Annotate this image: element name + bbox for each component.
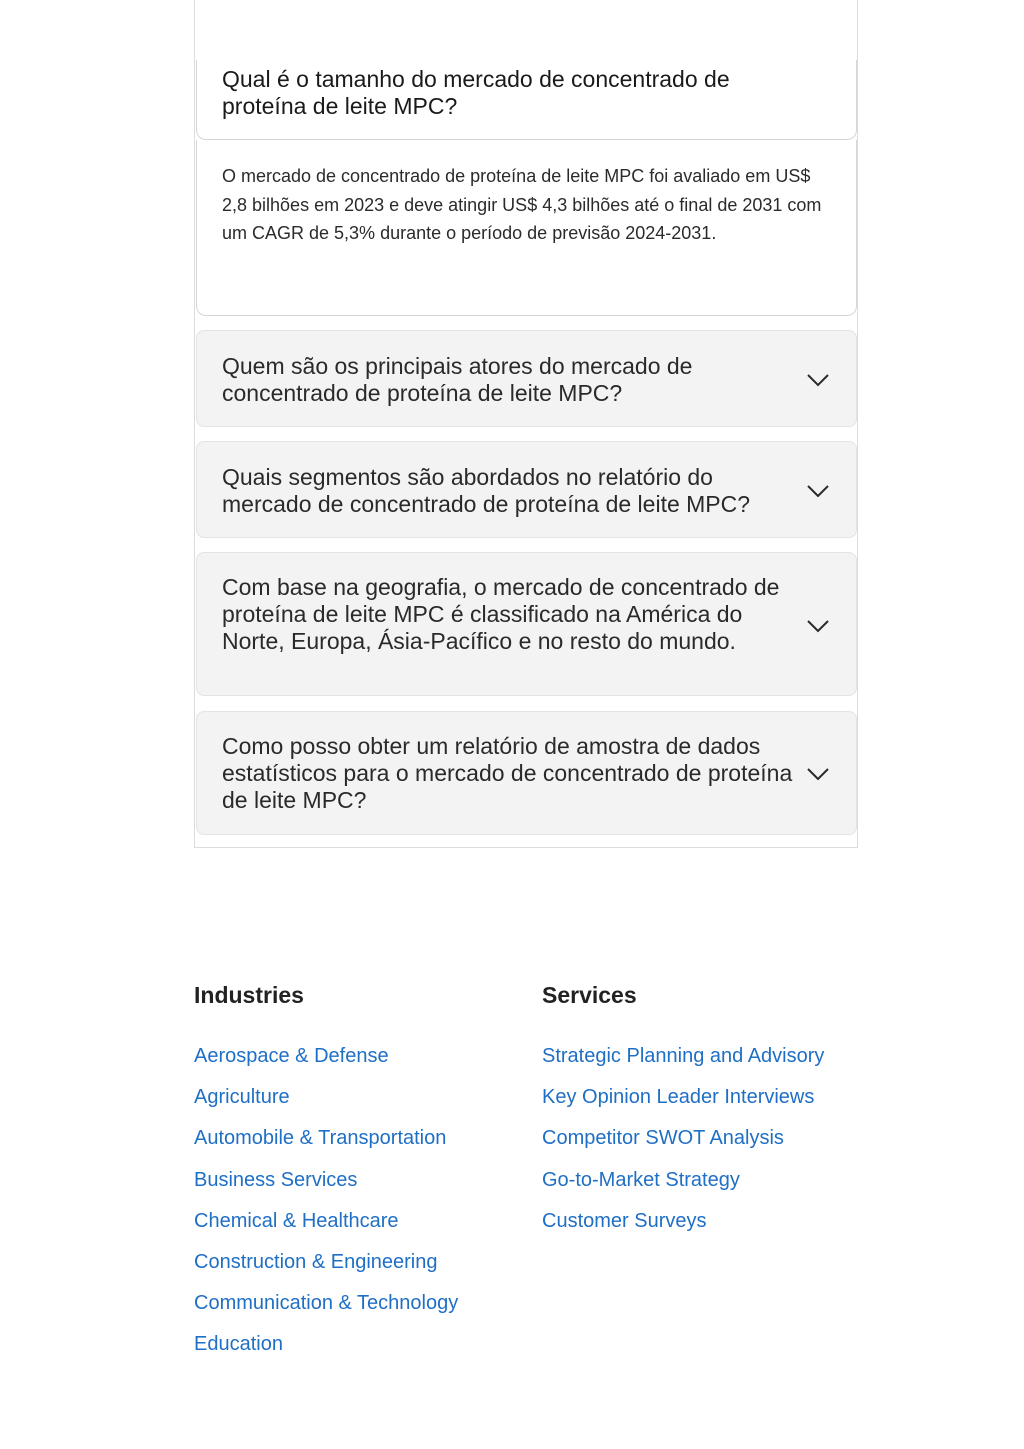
footer-services-title: Services [542, 982, 637, 1008]
chevron-down-icon [806, 484, 830, 498]
faq-answer-text: O mercado de concentrado de proteína de leite MPC foi avaliado em US$ 2,8 bilhões em 2023 e deve atingir US$ 4,3 bilhões até o final de 2031 com um CAGR de 5,3% durante o período de previsão 2024-2031. [222, 166, 822, 243]
footer-link-communication-technology[interactable]: Communication & Technology [194, 1292, 459, 1315]
footer-industries-title: Industries [194, 982, 304, 1008]
chevron-down-icon [806, 767, 830, 781]
footer-link-business-services[interactable]: Business Services [194, 1168, 358, 1191]
footer-link-swot-analysis[interactable]: Competitor SWOT Analysis [542, 1127, 784, 1150]
chevron-down-icon [806, 373, 830, 387]
faq-item[interactable] [196, 441, 857, 538]
footer-industries-list [194, 1042, 554, 1372]
faq-question: Quais segmentos são abordados no relatório do mercado de concentrado de proteína de leite MPC? [222, 464, 751, 517]
footer-link-education[interactable]: Education [194, 1333, 283, 1356]
footer-services [542, 980, 825, 1232]
footer-industries [194, 980, 459, 1356]
footer-link-construction-engineering[interactable]: Construction & Engineering [194, 1250, 438, 1273]
footer-link-kol-interviews[interactable]: Key Opinion Leader Interviews [542, 1086, 815, 1109]
faq-question: Com base na geografia, o mercado de concentrado de proteína de leite MPC é classificado na América do Norte, Europa, Ásia-Pacífico e no resto do mundo. [222, 574, 780, 654]
footer-link-chemical-healthcare[interactable]: Chemical & Healthcare [194, 1209, 399, 1232]
footer-link-aerospace-defense[interactable]: Aerospace & Defense [194, 1045, 389, 1067]
faq-answer-panel [196, 140, 857, 316]
footer-link-go-to-market[interactable]: Go-to-Market Strategy [542, 1168, 740, 1191]
footer-link-strategic-planning[interactable]: Strategic Planning and Advisory [542, 1045, 825, 1067]
faq-item[interactable] [196, 330, 857, 427]
faq-question: Qual é o tamanho do mercado de concentrado de proteína de leite MPC? [222, 66, 730, 119]
faq-item[interactable] [196, 711, 857, 835]
chevron-down-icon [806, 619, 830, 633]
faq-item[interactable] [196, 552, 857, 696]
faq-question: Como posso obter um relatório de amostra de dados estatísticos para o mercado de concentrado de proteína de leite MPC? [222, 733, 793, 813]
footer-link-customer-surveys[interactable]: Customer Surveys [542, 1209, 707, 1232]
faq-item-open-header[interactable] [196, 60, 857, 140]
footer-services-list [542, 1042, 902, 1248]
faq-question: Quem são os principais atores do mercado de concentrado de proteína de leite MPC? [222, 353, 693, 406]
footer-link-agriculture[interactable]: Agriculture [194, 1086, 290, 1109]
footer-link-automobile-transportation[interactable]: Automobile & Transportation [194, 1127, 447, 1150]
